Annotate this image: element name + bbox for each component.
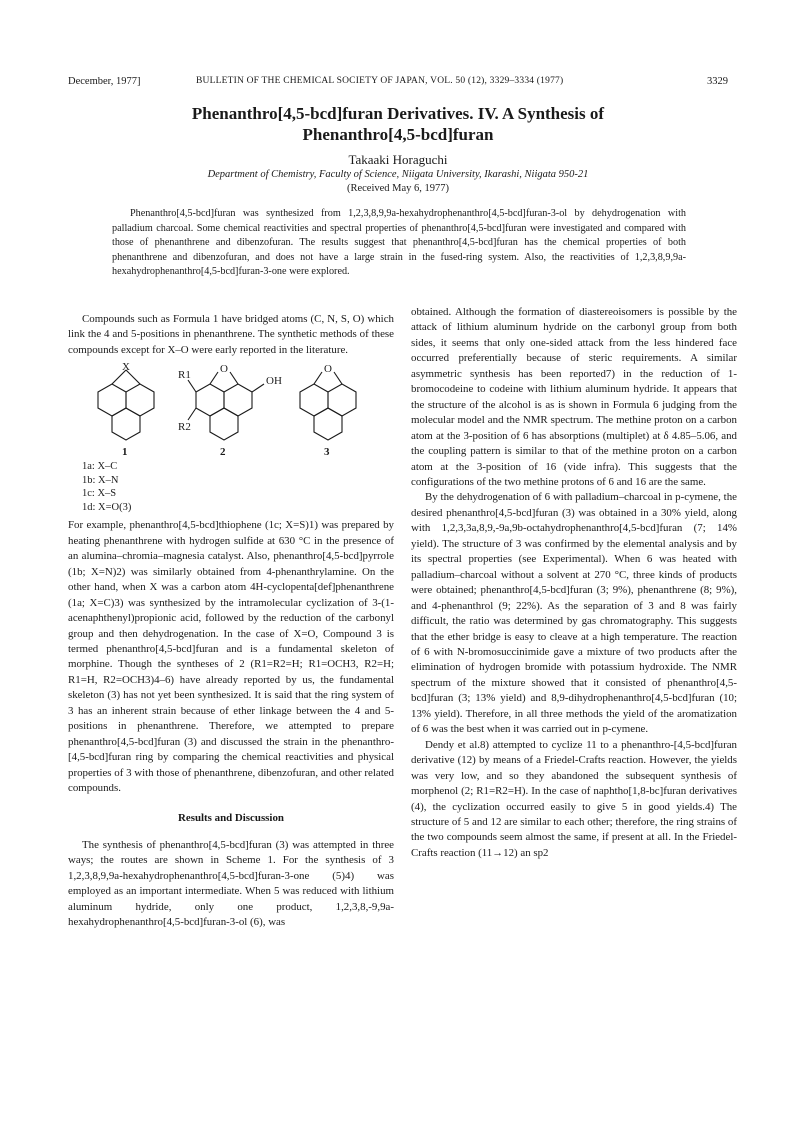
bond-2oh [252, 384, 264, 392]
bond-3o-left [314, 372, 322, 384]
received-date: (Received May 6, 1977) [346, 183, 450, 194]
results-paragraph-4: Dendy et al.8) attempted to cyclize 11 to a phenanthro-[4,5-bcd]furan derivative (12) by means of a Friedel-Crafts reaction. However, the yields was very low, and so they abandoned the subsequent synthesis of morphenol (2; R1=R2=H). In the case of naphtho[1,8-bc]furan derivatives (4), the cyclization occurred easily to give 5 in good yields.4) The structure of 5 and 12 are similar to each other; therefore, the ring strains of the two compounds seem almost the same, if present at all. In the Friedel-Crafts reaction (11→12) an sp2 [411, 738, 737, 859]
abstract: Phenanthro[4,5-bcd]furan was synthesized from 1,2,3,8,9,9a-hexahydrophenanthro[4,5-bcd]furan-3-ol by dehydrogenation with palladium charcoal. Some chemical reactivities and spectral properties of phenanthro[4,5-bcd]furan were investigated and compared with those of phenanthrene and dibenzofuran. The results suggest that phenanthro[4,5-bcd]furan has the chemical properties of both phenanthrene and dibenzofuran, and does not have a large strain in the fused-ring system. Also, the reactivities of 1,2,3,8,9,9a-hexahydrophenanthro[4,5-bcd]furan-3-one were explored. [112, 208, 686, 278]
ring-2b [224, 384, 252, 416]
right-column [411, 305, 737, 861]
bond-2r2 [188, 408, 196, 420]
compound-number-2: 2 [220, 446, 226, 459]
header-journal: BULLETIN OF THE CHEMICAL SOCIETY OF JAPAN, VOL. 50 (12), 3329–3334 (1977) [196, 76, 564, 86]
intro-paragraph-2: For example, phenanthro[4,5-bcd]thiophene (1c; X=S)1) was prepared by heating phenanthrene with hydrogen sulfide at 630 °C in the presence of an alumina–chromia–magnesia catalyst. Also, phenanthro[4,5-bcd]pyrrole (1b; X=N)2) was similarly obtained from 4-phenanthrylamine. On the other hand, when X was a carbon atom 4H-cyclopenta[def]phenanthrene (1a; X=C)3) was synthesized by the intramolecular cyclization of 3-(1-acenaphthenyl)propionic acid, followed by the reduction of the carbonyl group and then dehydrogenation. In the case of X=O, Compound 3 is termed phenanthro[4,5-bcd]furan and is a fundamental skeleton of morphine. Though the syntheses of 2 (R1=R2=H; R1=OCH3, R2=H; R1=H, R2=OCH3)4–6) have already reported by us, the fundamental skeleton (3) has not yet been synthesized. It is said that the ring system of 3 has an inherent strain because of ether linkage between the 4 and 5-positions in phenanthrene. Therefore, we attempted to prepare phenanthro[4,5-bcd]furan (3) and discussed the strain in the phenanthro-[4,5-bcd]furan ring by comparing the chemical reactivities and physical properties of 3 with those of phenanthrene, dibenzofuran, and other related compounds. [68, 519, 394, 795]
formula-label: 1a: X–C [82, 461, 118, 473]
formula-label: 1c: X–S [82, 488, 117, 500]
results-paragraph-1: The synthesis of phenanthro[4,5-bcd]furan (3) was attempted in three ways; the routes are shown in Scheme 1. For the synthesis of 3 1,2,3,8,9,9a-hexahydrophenanthro[4,5-bcd]furan-3-one (5)4) was employed as an important intermediate. When 5 was reduced with lithium aluminum hydride, only one product, 1,2,3,8,-9,9a-hexahydrophenanthro[4,5-bcd]furan-3-ol (6), was [68, 838, 394, 929]
structure-drawing [68, 362, 394, 458]
results-paragraph-3: By the dehydrogenation of 6 with palladium–charcoal in p-cymene, the desired phenanthro[4,5-bcd]furan (3) was obtained in a 30% yield, along with 1,2,3,3a,8,9,-9a,9b-octahydrophenanthro[4,5-bcd]furan (7; 14% yield). The structure of 3 was confirmed by the elemental analysis and by its spectral properties (see Experimental). When 6 was heated with palladium–charcoal without a solvent at 270 °C, three kinds of products were obtained; phenanthro[4,5-bcd]furan (3; 9%), phenanthrene (8; 9%), and 4-phenanthrol (9; 22%). As the separation of 3 and 8 was fairly difficult, the ratio was determined by gas chromatography. This suggests that the ether bridge is easy to cleave at a high temperature. The reaction of 6 with N-bromosuccinimide gave a mixture of two products after the elimination of hydrogen bromide with potassium hydroxide. The NMR spectrum of the mixture showed that it consisted of phenanthro[4,5-bcd]furan (3; 13% yield) and 8,9-dihydrophenanthro[4,5-bcd]furan (10; 13% yield). Therefore, in all three methods the yield of the aromatization of 6 was the best when it was carried out in p-cymene. [411, 491, 737, 736]
atom-x: X [122, 362, 130, 374]
ring-3c [314, 408, 342, 440]
ring-3b [328, 384, 356, 416]
header-page-number: 3329 [707, 76, 728, 87]
ring-1b [126, 384, 154, 416]
compound-number-3: 3 [324, 446, 330, 459]
formula-labels [68, 460, 131, 514]
results-paragraph-2: obtained. Although the formation of diastereoisomers is possible by the attack of lithium aluminum hydride on the carbonyl group from both sides, it seems that only one-sided attack from the less hindered face occurred preferentially because of steric requirements. A similar asymmetric synthesis has been reported7) in the reduction of 1-bromocodeine to codeine with lithium aluminum hydride. It appears that the structure of the alcohol is as is shown in Formula 6 judging from the molecular model and the NMR spectrum. The methine proton on a carbon atom at the 3-position of 6 has absorptions (multiplet) at δ 4.85–5.06, and the coupling pattern is similar to that of the methine proton on a carbon atom at the 3-position of 16 (vide infra). This suggests that the configurations of the two methine protons of 6 and 16 are the same. [411, 306, 737, 488]
formula-figure [68, 362, 394, 514]
ring-2a [196, 384, 224, 416]
ring-2c [210, 408, 238, 440]
ring-1a [98, 384, 126, 416]
formula-label: 1b: X–N [82, 474, 119, 486]
atom-o-2: O [220, 363, 228, 376]
atom-r1: R1 [178, 369, 191, 382]
author-name: Takaaki Horaguchi [348, 152, 448, 167]
title-line-1: Phenanthro[4,5-bcd]furan Derivatives. IV. A Synthesis of [191, 104, 605, 123]
formula-label: 1d: X=O(3) [82, 501, 132, 513]
bond-3o-right [334, 372, 342, 384]
atom-o-3: O [324, 363, 332, 376]
ring-1c [112, 408, 140, 440]
section-heading: Results and Discussion [178, 811, 284, 824]
paper-title [68, 103, 728, 145]
bond-2o-left [210, 372, 218, 384]
compound-number-1: 1 [122, 446, 128, 459]
header-date: December, 1977] [68, 76, 141, 87]
bond-2o-right [230, 372, 238, 384]
atom-r2: R2 [178, 421, 191, 434]
bond-2r1 [188, 380, 196, 392]
title-line-2: Phenanthro[4,5-bcd]furan [302, 125, 494, 144]
atom-oh: OH [266, 375, 282, 388]
intro-paragraph-1: Compounds such as Formula 1 have bridged atoms (C, N, S, O) which link the 4 and 5-positions in phenanthrene. The synthetic methods of these compounds except for X–O were early reported in the literature. [68, 313, 394, 356]
ring-3a [300, 384, 328, 416]
affiliation: Department of Chemistry, Faculty of Science, Niigata University, Ikarashi, Niigata 950-21 [207, 169, 589, 180]
left-column [68, 312, 394, 931]
